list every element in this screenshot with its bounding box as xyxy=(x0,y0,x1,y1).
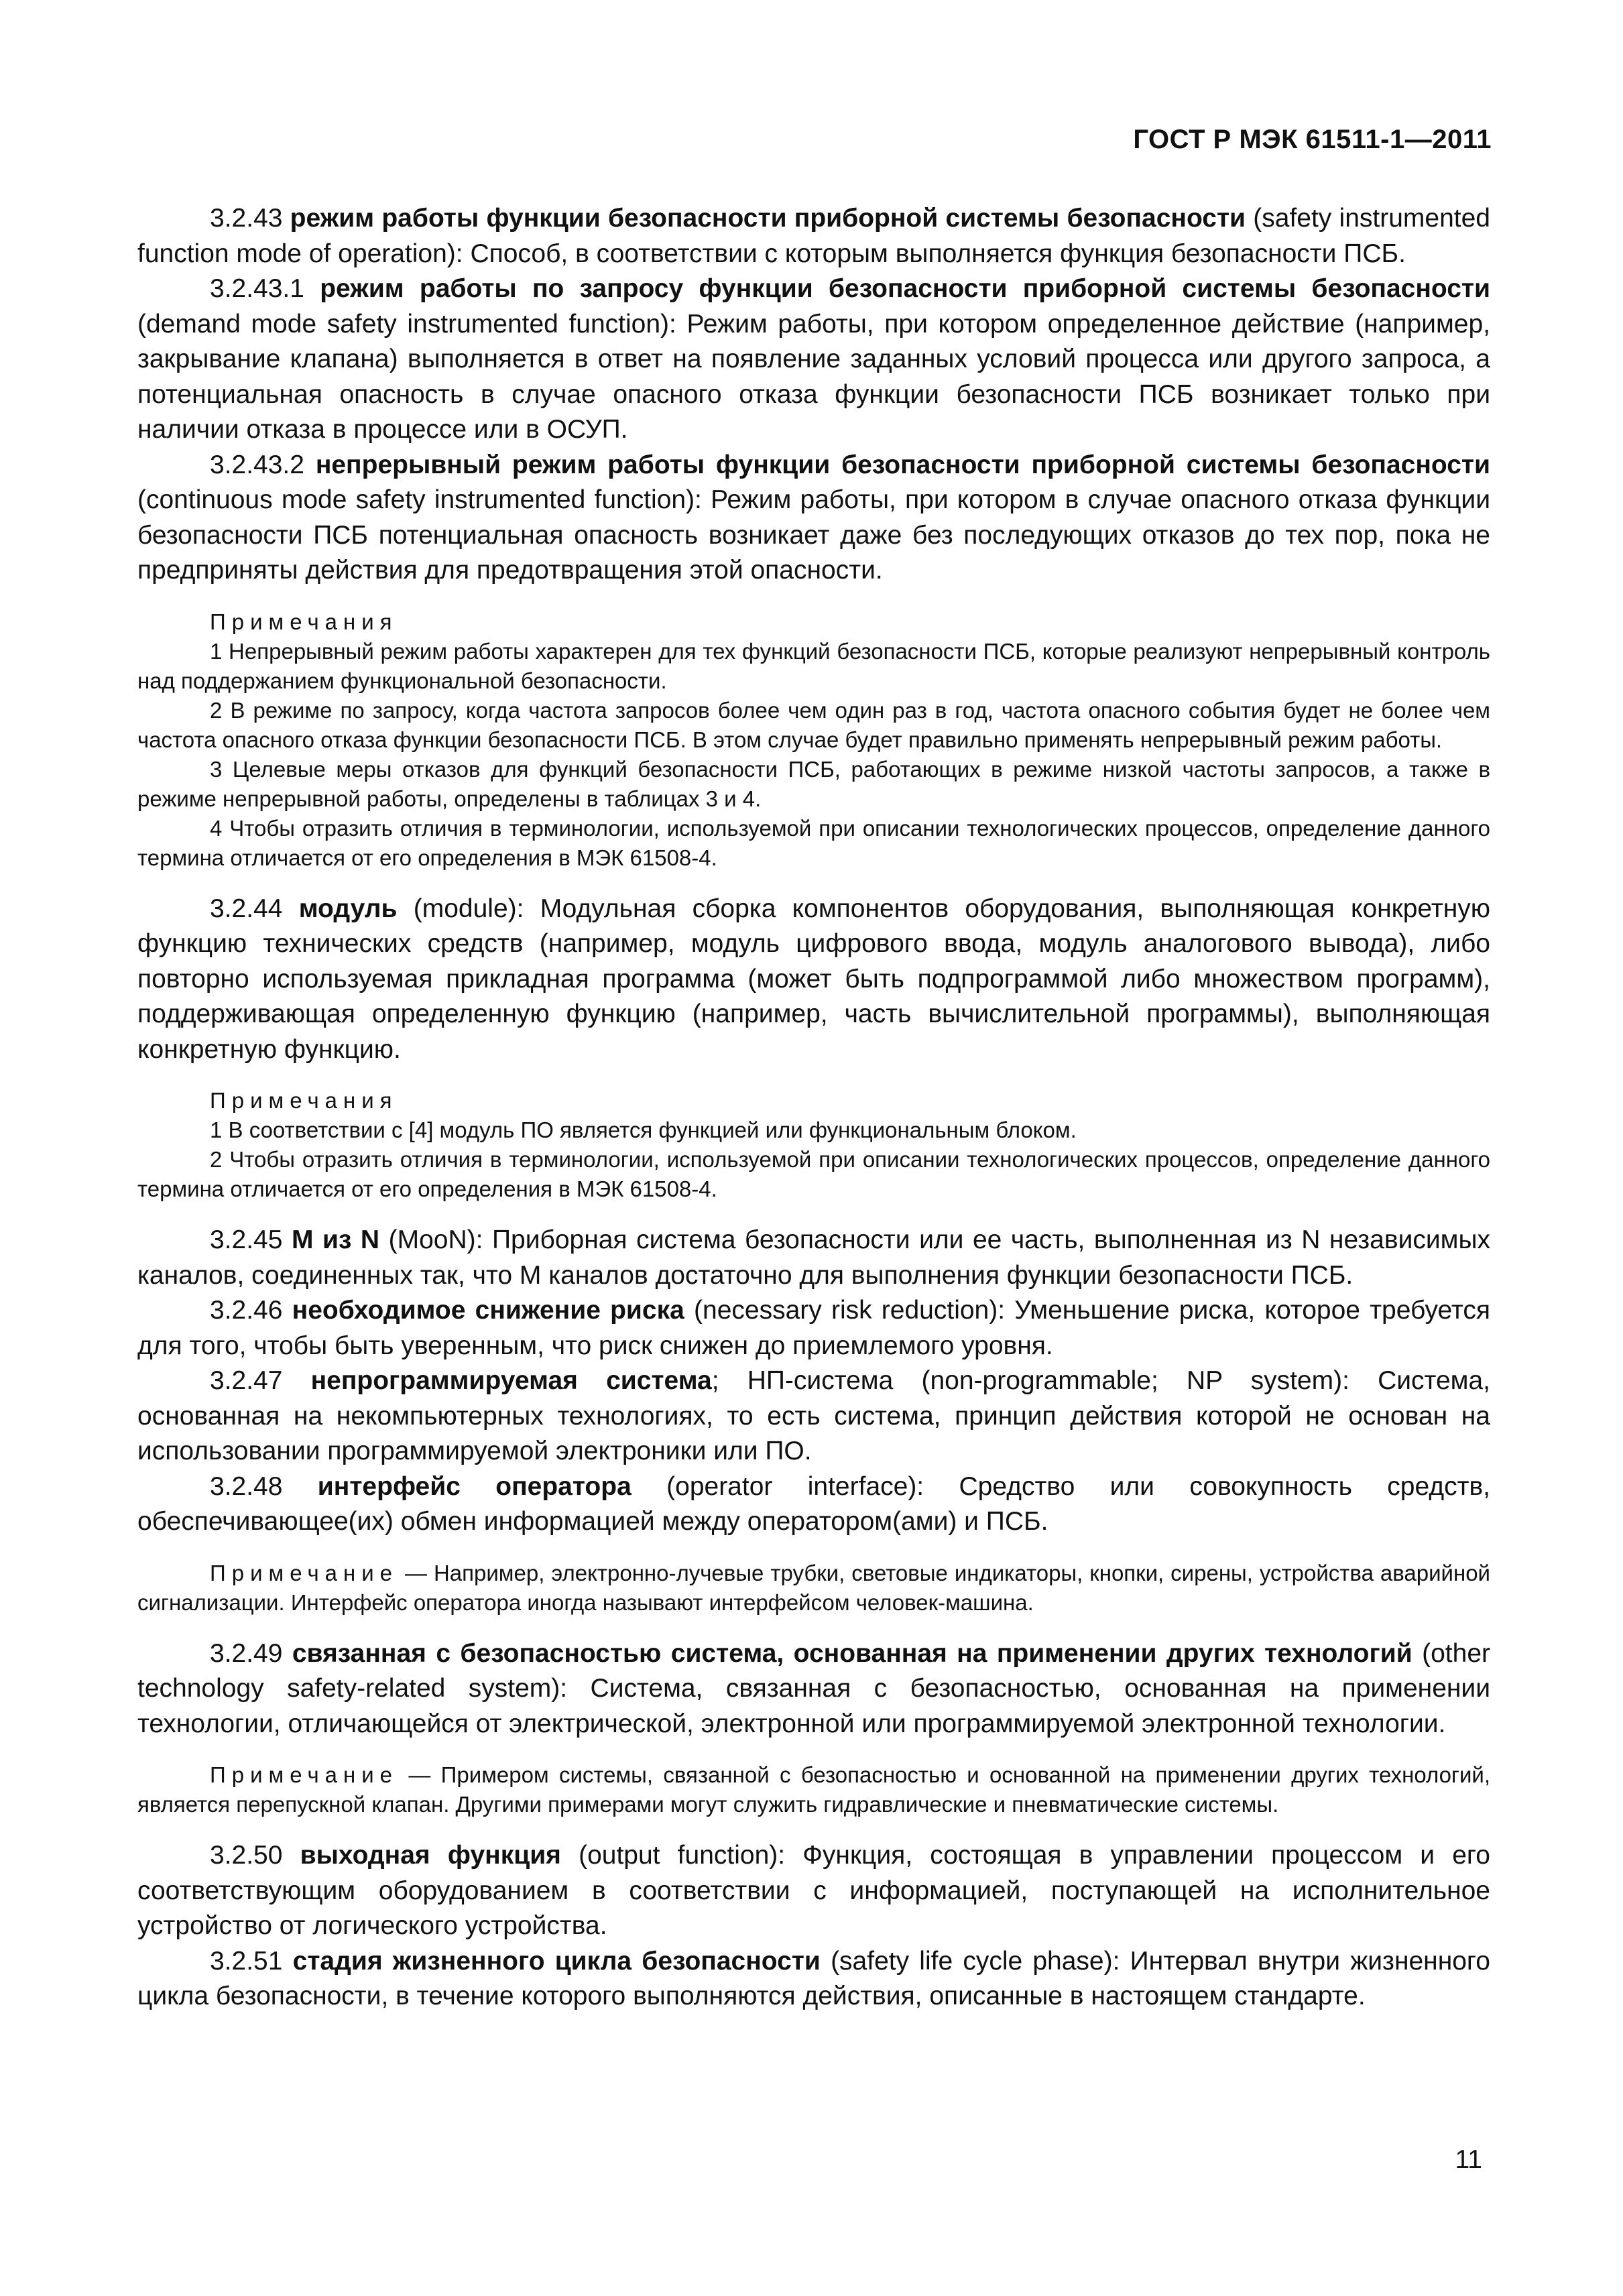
term-number: 3.2.43.2 xyxy=(210,450,316,479)
notes-block-1 xyxy=(137,607,1490,873)
term-3-2-47 xyxy=(137,1364,1490,1469)
term-name: стадия жизненного цикла безопасности xyxy=(292,1946,821,1976)
note-item: 1 В соответствии с [4] модуль ПО является функцией или функциональным блоком. xyxy=(210,1117,1077,1142)
term-name: непрограммируемая система xyxy=(310,1366,712,1395)
term-3-2-43-2 xyxy=(137,448,1490,589)
notes-block-2 xyxy=(137,1086,1490,1204)
term-number: 3.2.48 xyxy=(210,1471,318,1501)
term-definition: (safety instrumented function mode of operation): Способ, в соответствии с которым выполняется функция безопасности ПСБ. xyxy=(137,204,1490,268)
term-3-2-43-1 xyxy=(137,271,1490,448)
term-definition: (safety life cycle phase): Интервал внутри жизненного цикла безопасности, в течение которого выполняются действия, описанные в настоящем стандарте. xyxy=(137,1946,1490,2010)
term-number: 3.2.43 xyxy=(210,204,290,233)
term-name: непрерывный режим работы функции безопасности приборной системы безопасности xyxy=(315,450,1491,479)
term-3-2-43 xyxy=(137,201,1490,271)
term-name: модуль xyxy=(298,894,398,923)
term-definition: (continuous mode safety instrumented function): Режим работы, при котором в случае опасного отказа функции безопасности ПСБ потенциальная опасность возникает даже без последующих отказов до тех пор, пока не предприняты действия для предотвращения этой опасности. xyxy=(137,485,1490,585)
term-definition: (demand mode safety instrumented function): Режим работы, при котором определенное действие (например, закрывание клапана) выполняется в ответ на появление заданных условий процесса или другого запроса, а потенциальная опасность в случае опасного отказа функции безопасности ПСБ возникает только при наличии отказа в процессе или в ОСУП. xyxy=(137,309,1490,444)
term-3-2-48 xyxy=(137,1469,1490,1540)
term-name: связанная с безопасностью система, основанная на применении других технологий xyxy=(292,1638,1412,1668)
term-number: 3.2.43.1 xyxy=(210,274,320,303)
term-name: режим работы функции безопасности приборной системы безопасности xyxy=(290,204,1246,233)
term-3-2-44 xyxy=(137,892,1490,1068)
term-3-2-46 xyxy=(137,1293,1490,1364)
term-definition: (module): Модульная сборка компонентов оборудования, выполняющая конкретную функцию технических средств (например, модуль цифрового ввода, модуль аналогового вывода), либо повторно используемая прикладная программа (может быть подпрограммой либо множеством программ), поддерживающая определенную функцию (например, часть вычислительной программы), выполняющая конкретную функцию. xyxy=(137,894,1490,1064)
note-item xyxy=(137,1559,1490,1618)
term-name: выходная функция xyxy=(300,1841,561,1870)
term-definition: (other technology safety-related system): Система, связанная с безопасностью, основанная на применении технологии, отличающейся от электрической, электронной или программируемой электронной технологии. xyxy=(137,1638,1490,1738)
note-item: 2 В режиме по запросу, когда частота запросов более чем один раз в год, частота опасного события будет не более чем частота опасного отказа функции безопасности ПСБ. В этом случае будет правильно применять непрерывный режим работы. xyxy=(137,697,1490,752)
term-number: 3.2.50 xyxy=(210,1841,300,1870)
term-3-2-50 xyxy=(137,1838,1490,1944)
notes-block-4 xyxy=(137,1760,1490,1819)
page-number: 11 xyxy=(1455,2145,1482,2174)
note-label: Примечание xyxy=(210,1762,399,1787)
term-name: M из N xyxy=(291,1225,380,1254)
term-name: необходимое снижение риска xyxy=(292,1296,684,1325)
notes-title: Примечания xyxy=(210,1088,398,1113)
term-definition: ; НП-система (non-programmable; NP system): Система, основанная на некомпьютерных технологиях, то есть система, принцип действия которой не основан на использовании программируемой электроники или ПО. xyxy=(137,1366,1490,1465)
note-item: 1 Непрерывный режим работы характерен для тех функций безопасности ПСБ, которые реализуют непрерывный контроль над поддержанием функциональной безопасности. xyxy=(137,638,1490,693)
term-name: интерфейс оператора xyxy=(317,1471,632,1501)
term-number: 3.2.49 xyxy=(210,1638,292,1668)
note-label: Примечание xyxy=(210,1560,399,1585)
term-number: 3.2.45 xyxy=(210,1225,292,1254)
term-3-2-51 xyxy=(137,1944,1490,2014)
term-number: 3.2.47 xyxy=(210,1366,311,1395)
note-text: — Примером системы, связанной с безопасностью и основанной на применении других технологий, является перепускной клапан. Другими примерами могут служить гидравлические и пневматические системы. xyxy=(137,1762,1490,1817)
term-definition: (output function): Функция, состоящая в управлении процессом и его соответствующим оборудованием в соответствии с информацией, поступающей на исполнительное устройство от логического устройства. xyxy=(137,1841,1490,1940)
note-item: 4 Чтобы отразить отличия в терминологии, используемой при описании технологических процессов, определение данного термина отличается от его определения в МЭК 61508-4. xyxy=(137,815,1490,870)
term-definition: (MooN): Приборная система безопасности или ее часть, выполненная из N независимых каналов, соединенных так, что M каналов достаточно для выполнения функции безопасности ПСБ. xyxy=(137,1225,1490,1290)
term-name: режим работы по запросу функции безопасности приборной системы безопасности xyxy=(320,274,1490,303)
term-3-2-49 xyxy=(137,1636,1490,1742)
standard-header: ГОСТ Р МЭК 61511-1—2011 xyxy=(1133,125,1492,154)
term-number: 3.2.44 xyxy=(210,894,299,923)
term-3-2-45 xyxy=(137,1223,1490,1293)
term-number: 3.2.46 xyxy=(210,1296,292,1325)
notes-block-3 xyxy=(137,1559,1490,1618)
term-number: 3.2.51 xyxy=(210,1946,293,1976)
term-definition: (necessary risk reduction): Уменьшение риска, которое требуется для того, чтобы быть уверенным, что риск снижен до приемлемого уровня. xyxy=(137,1296,1490,1360)
note-item: 3 Целевые меры отказов для функций безопасности ПСБ, работающих в режиме низкой частоты запросов, а также в режиме непрерывной работы, определены в таблицах 3 и 4. xyxy=(137,756,1490,811)
notes-title: Примечания xyxy=(210,609,398,634)
note-text: — Например, электронно-лучевые трубки, световые индикаторы, кнопки, сирены, устройства аварийной сигнализации. Интерфейс оператора иногда называют интерфейсом человек-машина. xyxy=(137,1560,1490,1615)
term-definition: (operator interface): Средство или совокупность средств, обеспечивающее(их) обмен информацией между оператором(ами) и ПСБ. xyxy=(137,1471,1491,1536)
note-item xyxy=(137,1760,1490,1819)
note-item: 2 Чтобы отразить отличия в терминологии, используемой при описании технологических процессов, определение данного термина отличается от его определения в МЭК 61508-4. xyxy=(137,1147,1490,1201)
document-body xyxy=(137,201,1490,2014)
